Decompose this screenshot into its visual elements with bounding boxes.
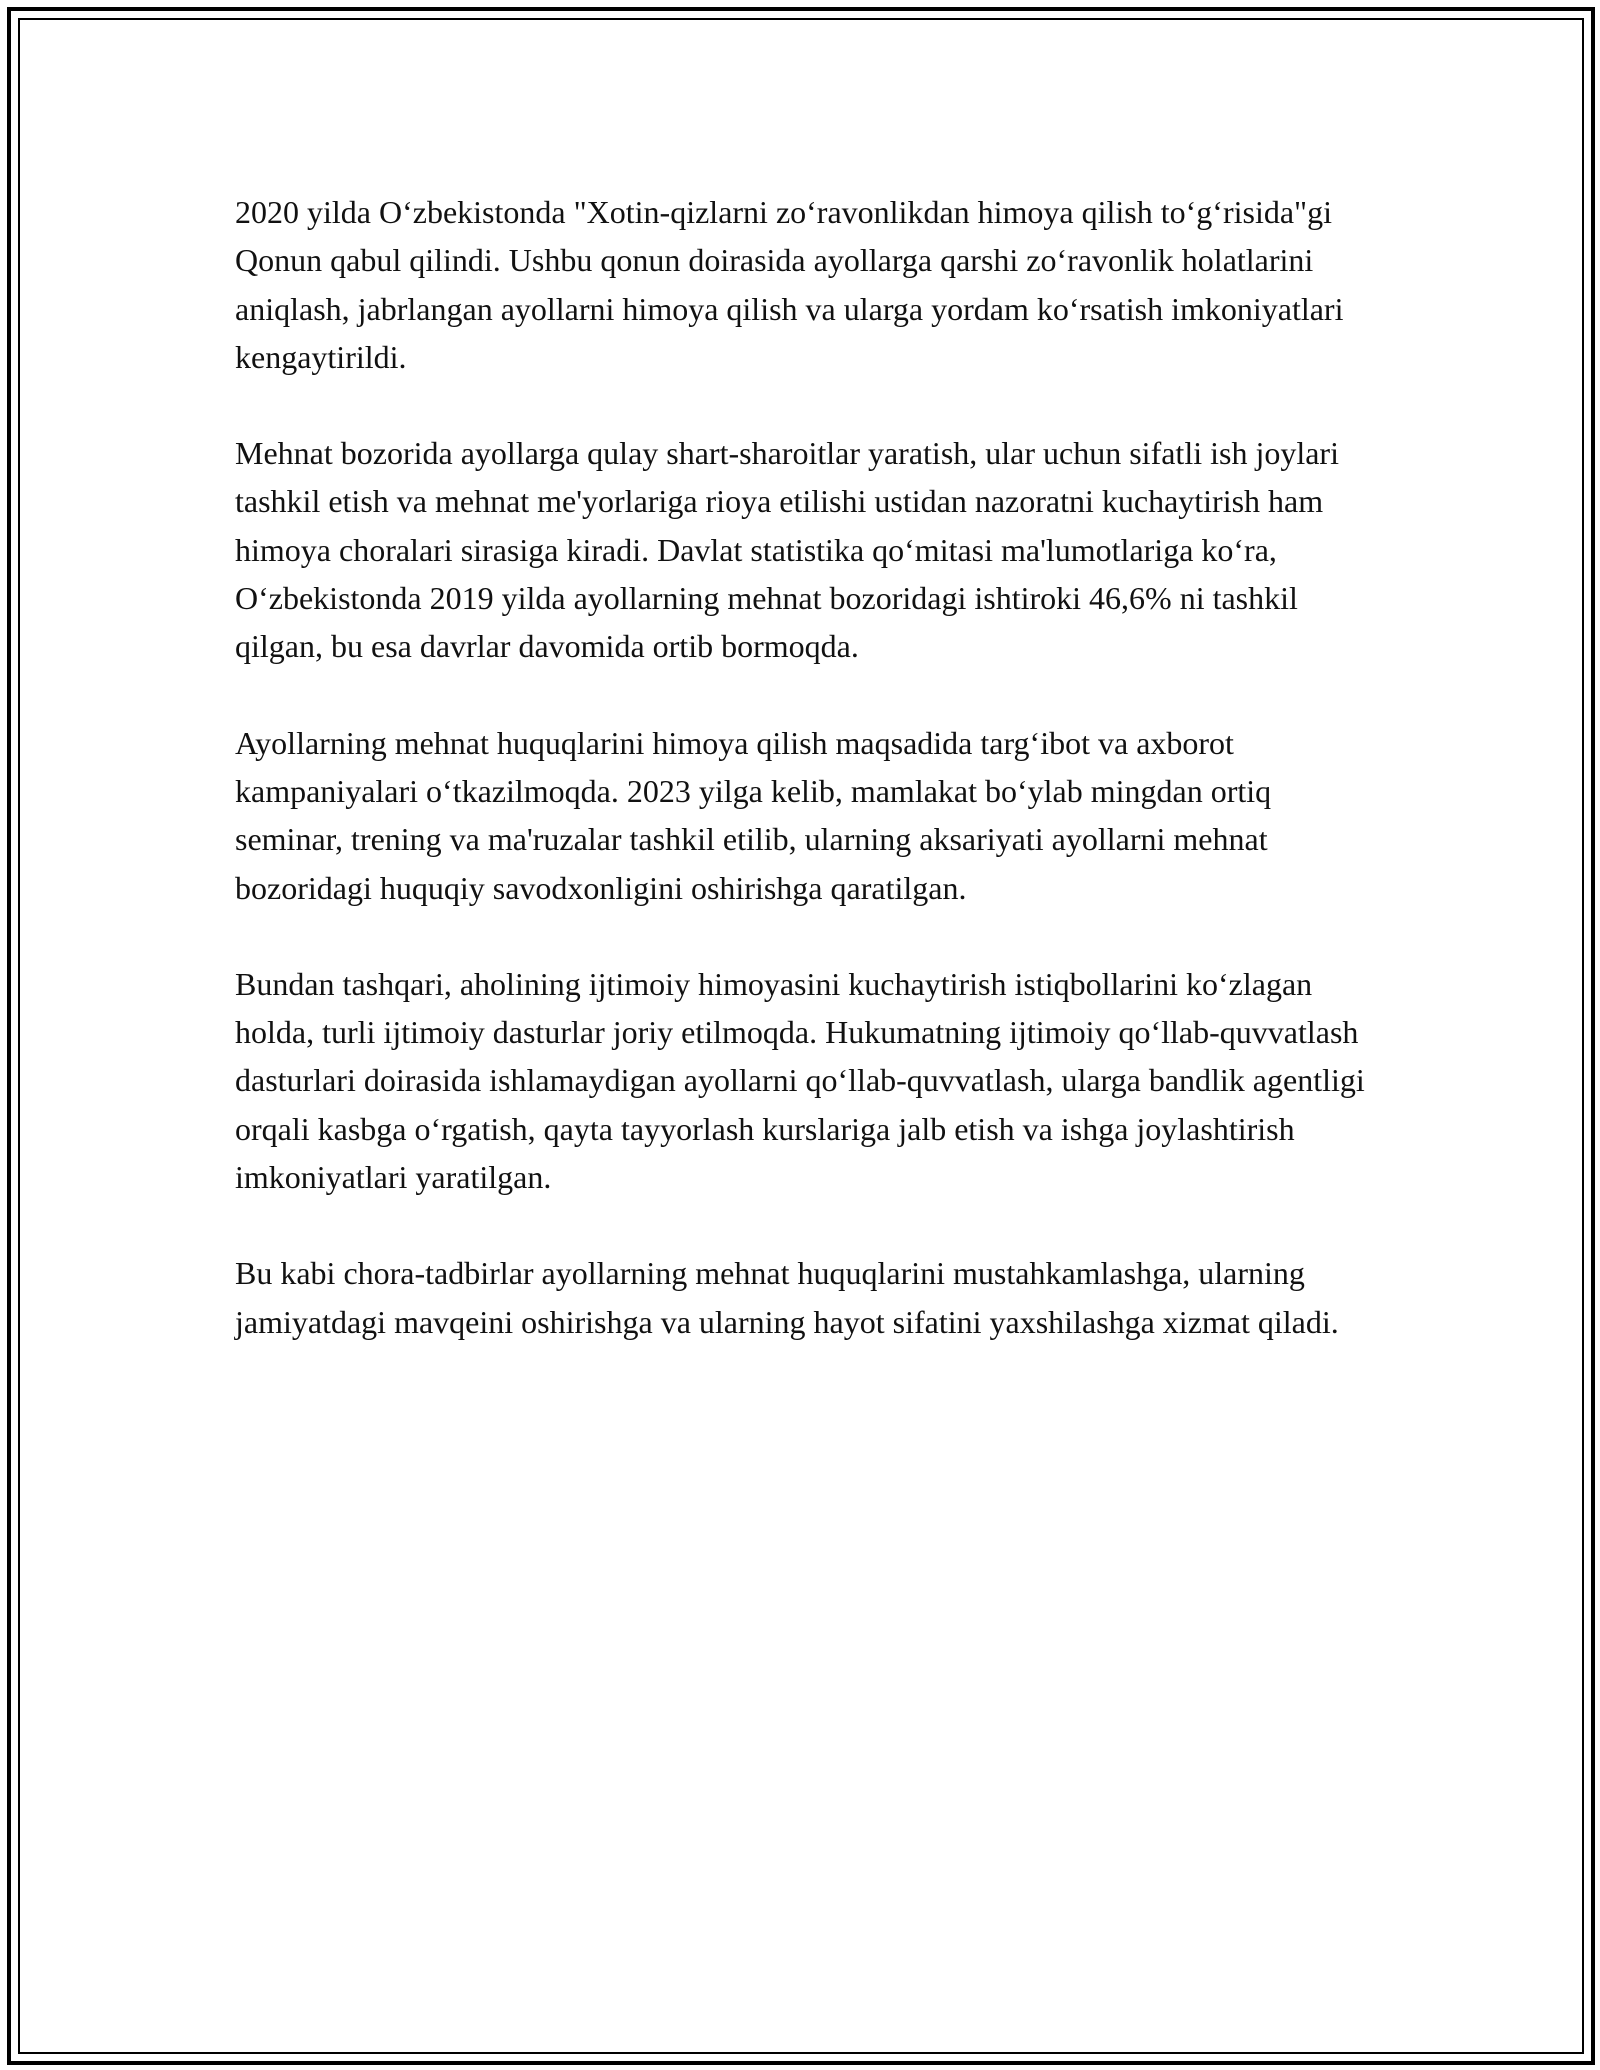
paragraph-2: Mehnat bozorida ayollarga qulay shart-sharoitlar yaratish, ular uchun sifatli ish joylari tashkil etish va mehnat me'yorlariga rioya etilishi ustidan nazoratni kuchaytirish ham himoya choralari sirasiga kiradi. Davlat statistika qo‘mitasi ma'lumotlariga ko‘ra, O‘zbekistonda 2019 yilda ayollarning mehnat bozoridagi ishtiroki 46,6% ni tashkil qilgan, bu esa davrlar davomida ortib bormoqda. xyxy=(235,435,1339,665)
paragraph-5: Bu kabi chora-tadbirlar ayollarning mehnat huquqlarini mustahkamlashga, ularning jamiyatdagi mavqeini oshirishga va ularning hayot sifatini yaxshilashga xizmat qiladi. xyxy=(235,1255,1339,1340)
paragraph-3: Ayollarning mehnat huquqlarini himoya qilish maqsadida targ‘ibot va axborot kampaniyalari o‘tkazilmoqda. 2023 yilga kelib, mamlakat bo‘ylab mingdan ortiq seminar, trening va ma'ruzalar tashkil etilib, ularning aksariyati ayollarni mehnat bozoridagi huquqiy savodxonligini oshirishga qaratilgan. xyxy=(235,724,1272,906)
document-body xyxy=(235,188,1370,1394)
paragraph-1: 2020 yilda O‘zbekistonda "Xotin-qizlarni zo‘ravonlikdan himoya qilish to‘g‘risida"gi Qonun qabul qilindi. Ushbu qonun doirasida ayollarga qarshi zo‘ravonlik holatlarini aniqlash, jabrlangan ayollarni himoya qilish va ularga yordam ko‘rsatish imkoniyatlari kengaytirildi. xyxy=(235,194,1344,375)
paragraph-4: Bundan tashqari, aholining ijtimoiy himoyasini kuchaytirish istiqbollarini ko‘zlagan holda, turli ijtimoiy dasturlar joriy etilmoqda. Hukumatning ijtimoiy qo‘llab-quvvatlash dasturlari doirasida ishlamaydigan ayollarni qo‘llab-quvvatlash, ularga bandlik agentligi orqali kasbga o‘rgatish, qayta tayyorlash kurslariga jalb etish va ishga joylashtirish imkoniyatlari yaratilgan. xyxy=(235,965,1365,1196)
